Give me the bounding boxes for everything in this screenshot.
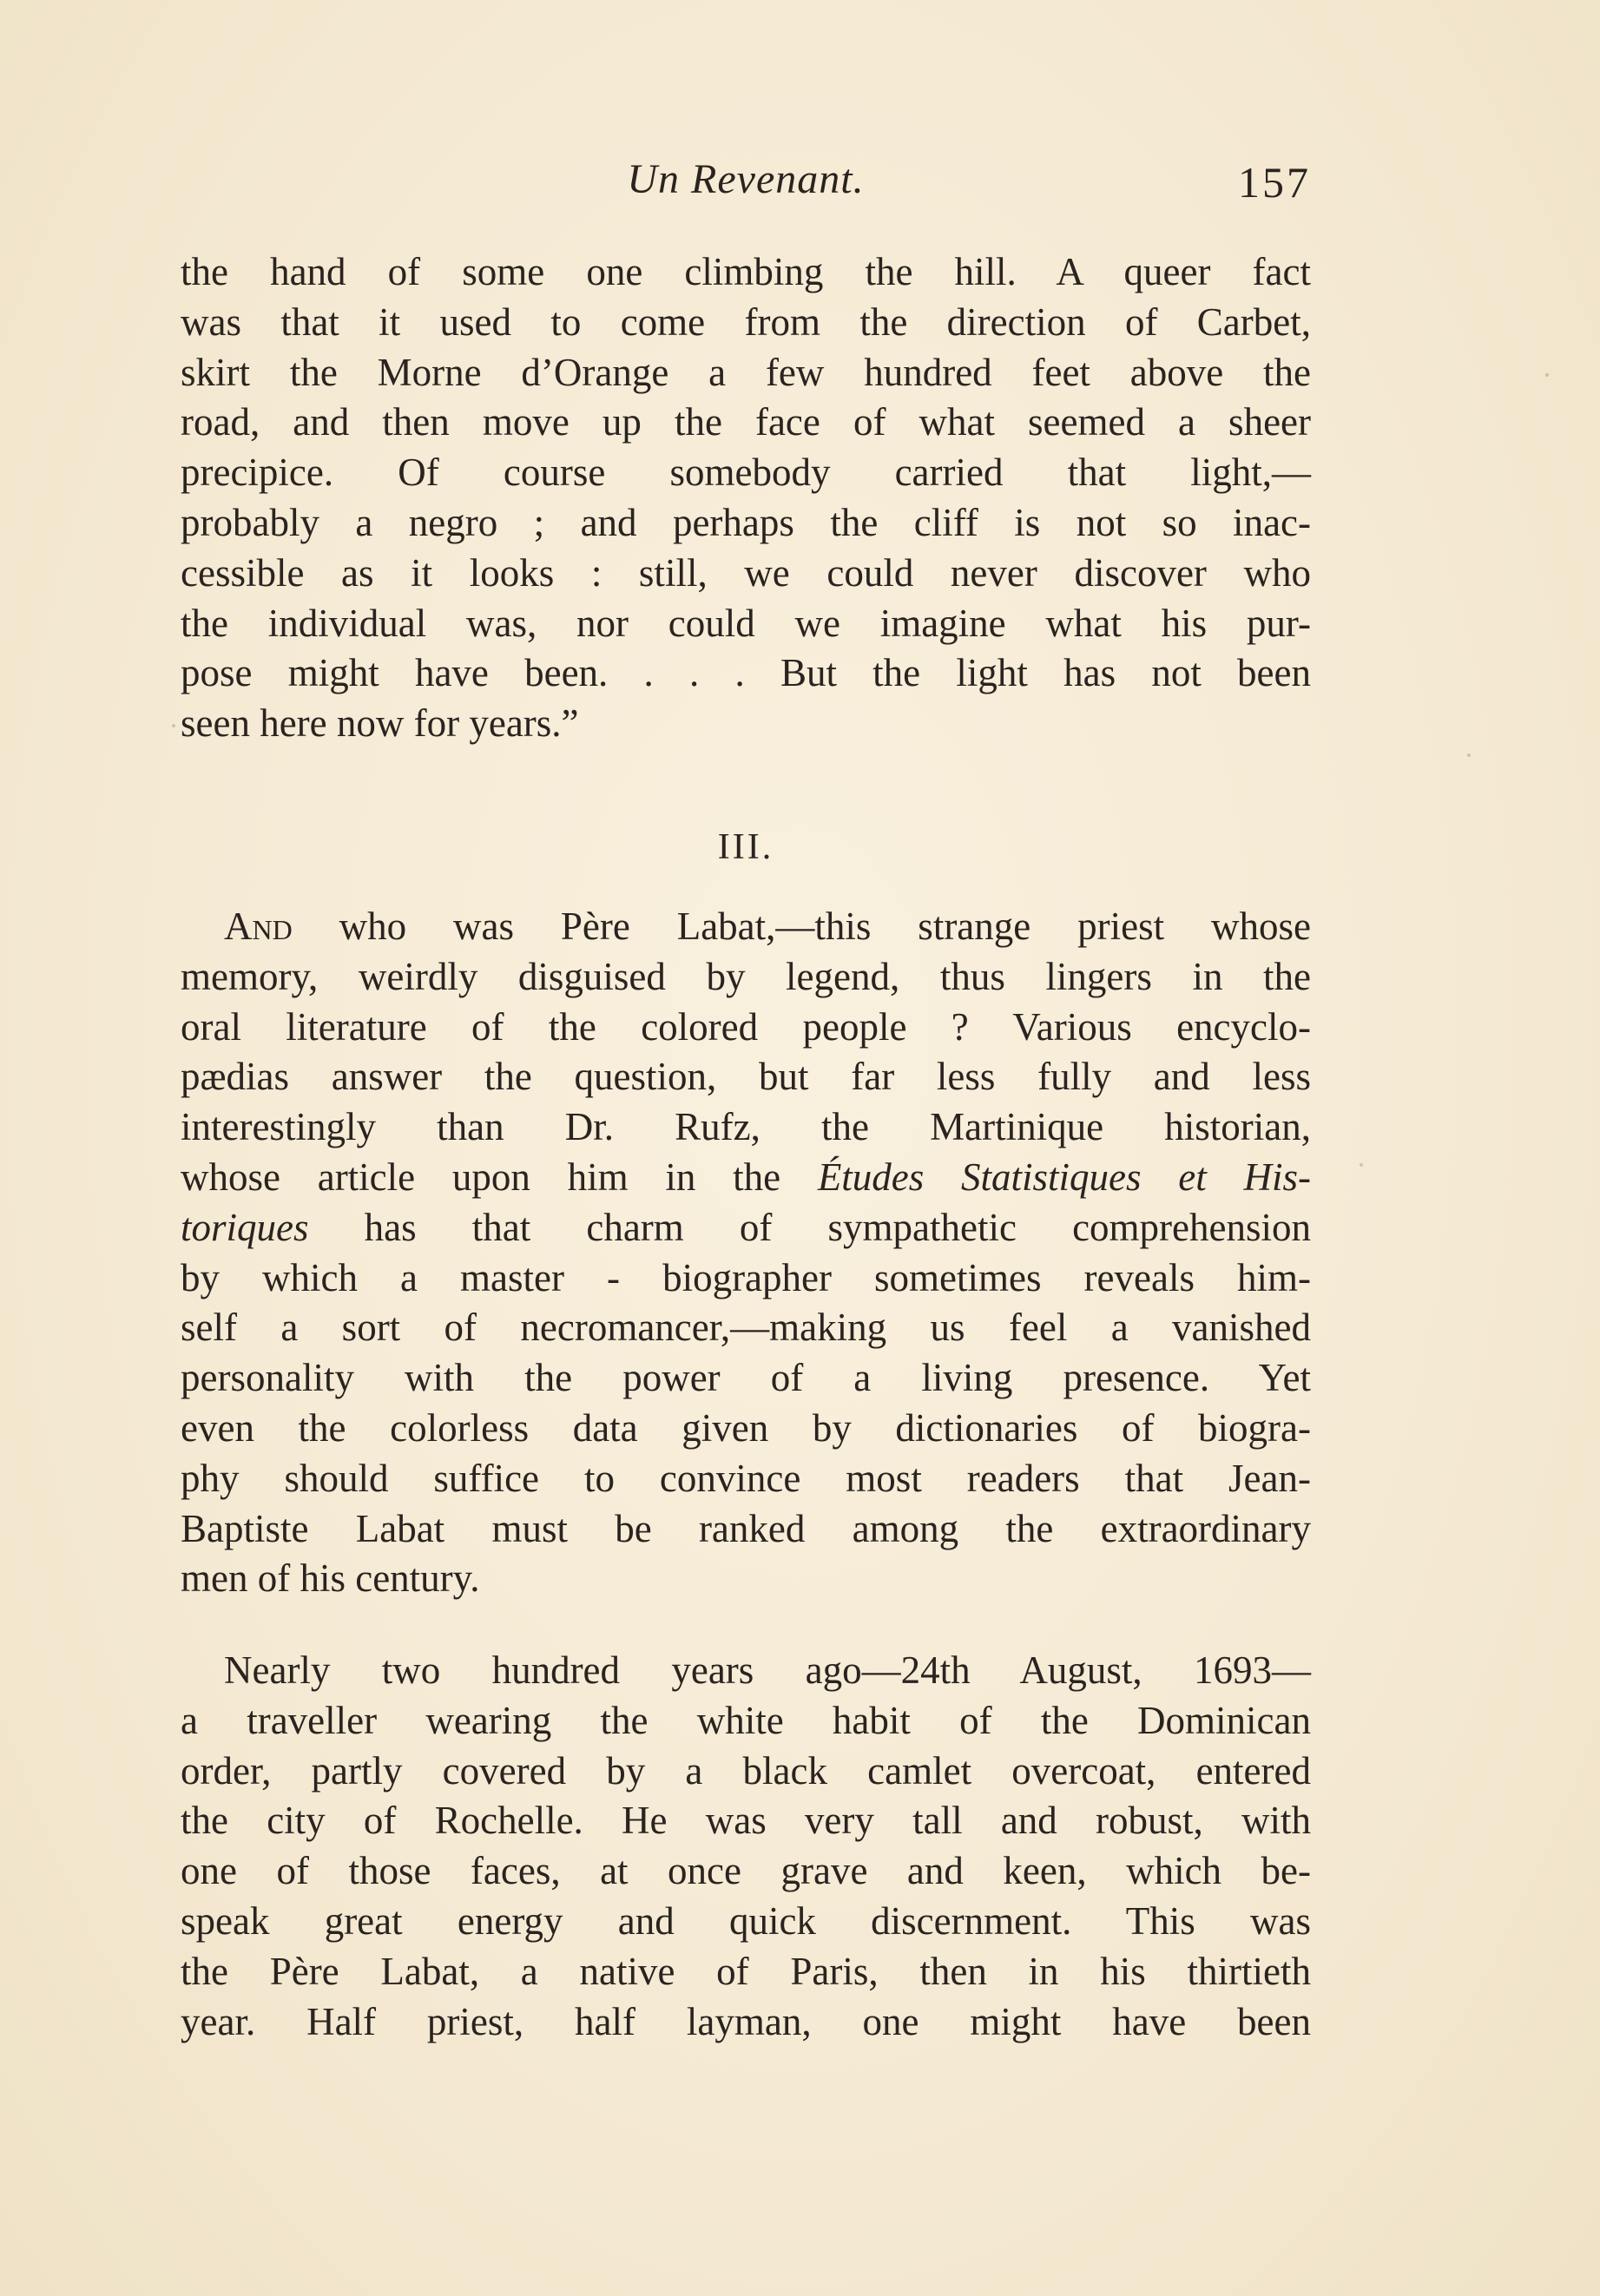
paper-speck xyxy=(1360,1163,1363,1167)
text-line: year. Half priest, half layman, one might have been xyxy=(181,1999,1311,2043)
text-line: cessible as it looks : still, we could never discover who xyxy=(181,550,1311,595)
text-line: even the colorless data given by dictionaries of biogra- xyxy=(181,1405,1311,1450)
text-line: road, and then move up the face of what seemed a sheer xyxy=(181,400,1311,444)
text-line: the individual was, nor could we imagine what his pur- xyxy=(181,601,1311,645)
text-line: the Père Labat, a native of Paris, then in his thirtieth xyxy=(181,1949,1311,1993)
text-line: precipice. Of course somebody carried that light,— xyxy=(181,451,1311,495)
text-line: speak great energy and quick discernment. This was xyxy=(181,1898,1311,1943)
page-number: 157 xyxy=(1238,158,1311,207)
text-line: Baptiste Labat must be ranked among the extraordinary xyxy=(181,1506,1311,1550)
text-line: oral literature of the colored people ? Various encyclo- xyxy=(181,1004,1311,1049)
text-line: self a sort of necromancer,—making us feel a vanished xyxy=(181,1306,1311,1350)
text-line: one of those faces, at once grave and keen, which be- xyxy=(181,1849,1311,1893)
text-line: skirt the Morne d’Orange a few hundred feet above the xyxy=(181,350,1311,394)
paper-speck xyxy=(172,724,175,727)
section-heading: III. xyxy=(717,827,774,867)
text-line: pose might have been. . . . But the light has not been xyxy=(181,651,1311,695)
running-head xyxy=(181,149,1311,210)
text-run: has that charm of sympathetic comprehension xyxy=(308,1205,1311,1249)
text-line: the city of Rochelle. He was very tall and robust, with xyxy=(181,1799,1311,1843)
text-line: men of his century. xyxy=(181,1556,480,1601)
text-line: probably a negro ; and perhaps the cliff is not so inac- xyxy=(181,500,1311,544)
drop-word: And xyxy=(224,905,293,948)
text-line: order, partly covered by a black camlet overcoat, entered xyxy=(181,1748,1311,1793)
paragraph-section-three xyxy=(181,902,1311,1604)
text-line: personality with the power of a living presence. Yet xyxy=(181,1356,1311,1400)
text-run: whose article upon him in the xyxy=(181,1155,818,1199)
paper-speck xyxy=(1545,373,1549,377)
paper-speck xyxy=(1467,753,1471,757)
text-line: the hand of some one climbing the hill. A queer fact xyxy=(181,250,1311,293)
text-line xyxy=(181,1153,1311,1203)
text-run: who was Père Labat,—this strange priest whose xyxy=(292,905,1311,948)
paragraph-continued xyxy=(181,247,1311,749)
text-line: phy should suffice to convince most readers that Jean- xyxy=(181,1456,1311,1500)
text-line: pædias answer the question, but far less fully and less xyxy=(181,1055,1311,1099)
text-line xyxy=(181,1203,1311,1253)
text-line: interestingly than Dr. Rufz, the Martinique historian, xyxy=(181,1105,1311,1149)
text-line xyxy=(181,902,1311,952)
book-title-italic: toriques xyxy=(181,1205,309,1249)
book-title-italic: Études Statistiques et His- xyxy=(817,1155,1311,1199)
text-line: was that it used to come from the direction of Carbet, xyxy=(181,299,1311,344)
paragraph-labat-arrival xyxy=(181,1646,1311,2047)
running-title: Un Revenant. xyxy=(627,156,865,202)
text-line: by which a master - biographer sometimes reveals him- xyxy=(181,1255,1311,1299)
text-line: a traveller wearing the white habit of the Dominican xyxy=(181,1698,1311,1742)
text-line: memory, weirdly disguised by legend, thus lingers in the xyxy=(181,954,1311,998)
text-line: Nearly two hundred years ago—24th August, 1693— xyxy=(224,1648,1311,1692)
text-line: seen here now for years.” xyxy=(181,701,579,746)
